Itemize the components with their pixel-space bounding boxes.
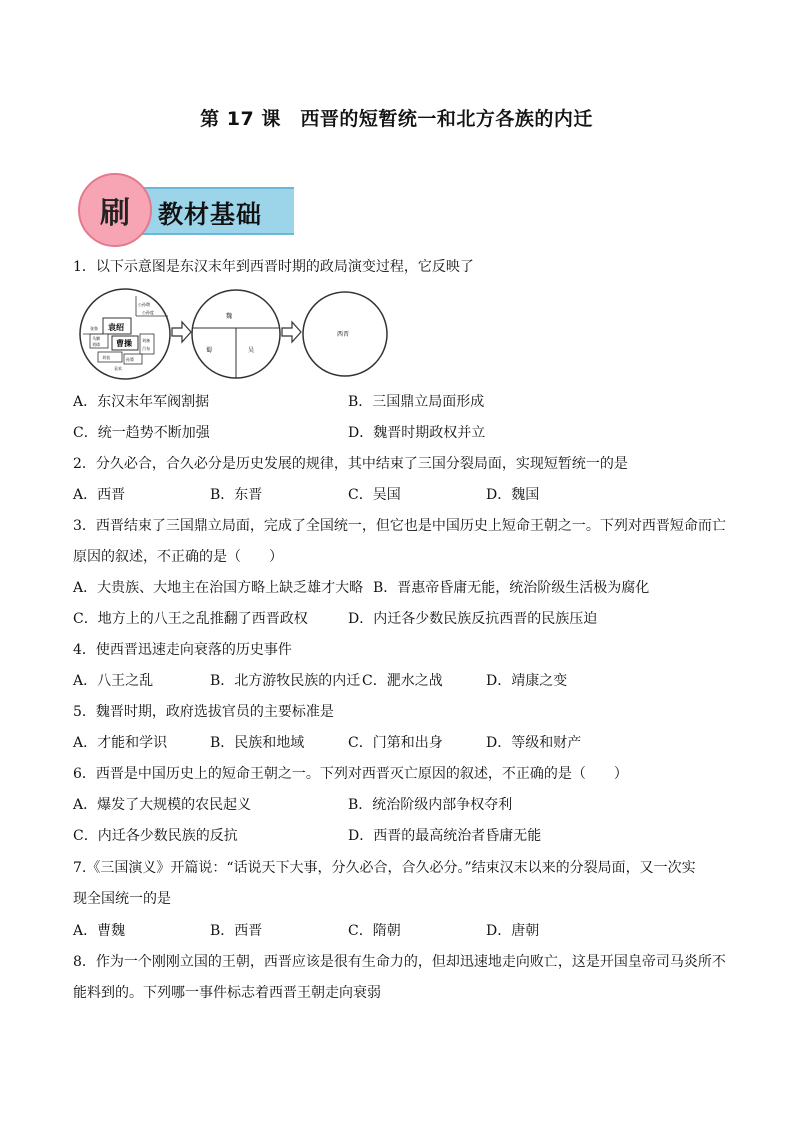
- banner-badge: 刷: [78, 173, 152, 247]
- svg-text:西晋: 西晋: [337, 331, 350, 338]
- svg-text:蜀: 蜀: [206, 347, 213, 354]
- svg-text:曹操: 曹操: [116, 339, 132, 348]
- svg-text:张鲁: 张鲁: [90, 326, 98, 331]
- svg-text:马腾: 马腾: [92, 336, 100, 341]
- page-title: 第 17 课 西晋的短暂统一和北方各族的内迁: [200, 108, 593, 130]
- q1-option-a: A．东汉末年军阀割据: [73, 394, 210, 410]
- q4-option-a: A．八王之乱: [73, 673, 154, 689]
- q2-option-d: D．魏国: [486, 487, 540, 503]
- q1-option-b: B．三国鼎立局面形成: [348, 394, 485, 410]
- svg-text:吕布: 吕布: [142, 346, 150, 351]
- q6-option-a: A．爆发了大规模的农民起义: [73, 797, 252, 813]
- q6-option-d: D．西晋的最高统治者昏庸无能: [348, 828, 542, 844]
- political-evolution-diagram: [78, 286, 388, 382]
- q4-option-b: B．北方游牧民族的内迁: [210, 673, 361, 689]
- q7-option-c: C．隋朝: [348, 923, 401, 939]
- q1-option-c: C．统一趋势不断加强: [73, 425, 210, 441]
- q3-option-c: C．地方上的八王之乱推翻了西晋政权: [73, 611, 308, 627]
- arrow-icon: [282, 322, 301, 342]
- question-3-stem: 原因的叙述，不正确的是（ ）: [73, 549, 283, 565]
- circle-three-kingdoms: [192, 290, 280, 378]
- svg-text:刘备: 刘备: [142, 338, 150, 343]
- svg-text:袁绍: 袁绍: [108, 323, 124, 332]
- svg-text:孙策: 孙策: [126, 357, 134, 362]
- q2-option-c: C．吴国: [348, 487, 401, 503]
- svg-text:刘璋: 刘璋: [92, 342, 100, 347]
- q4-option-d: D．靖康之变: [486, 673, 568, 689]
- q3-option-b: B．晋惠帝昏庸无能，统治阶级生活极为腐化: [373, 580, 650, 596]
- q4-option-c: C．淝水之战: [362, 673, 443, 689]
- banner-label: 教材基础: [158, 200, 263, 229]
- question-5-stem: 5．魏晋时期，政府选拔官员的主要标准是: [73, 704, 334, 720]
- q5-option-b: B．民族和地域: [210, 735, 305, 751]
- q5-option-c: C．门第和出身: [348, 735, 443, 751]
- arrow-icon: [172, 322, 191, 342]
- svg-text:袁术: 袁术: [114, 366, 122, 371]
- svg-text:吴: 吴: [248, 347, 255, 354]
- svg-text:魏: 魏: [226, 313, 233, 320]
- q7-option-d: D．唐朝: [486, 923, 540, 939]
- q1-option-d: D．魏晋时期政权并立: [348, 425, 486, 441]
- q7-option-b: B．西晋: [210, 923, 263, 939]
- question-4-stem: 4．使西晋迅速走向衰落的历史事件: [73, 642, 292, 658]
- question-2-stem: 2．分久必合，合久必分是历史发展的规律，其中结束了三国分裂局面，实现短暂统一的是: [73, 456, 628, 472]
- question-8-stem: 能料到的。下列哪一事件标志着西晋王朝走向衰弱: [73, 985, 381, 1001]
- question-3-stem: 3．西晋结束了三国鼎立局面，完成了全国统一，但它也是中国历史上短命王朝之一。下列对西晋短命而亡: [73, 518, 726, 534]
- q6-option-c: C．内迁各少数民族的反抗: [73, 828, 238, 844]
- svg-text:刘表: 刘表: [102, 355, 110, 360]
- q6-option-b: B．统治阶级内部争权夺利: [348, 797, 513, 813]
- q3-option-a: A．大贵族、大地主在治国方略上缺乏雄才大略: [73, 580, 364, 596]
- svg-text:公孙瓒: 公孙瓒: [138, 302, 150, 307]
- question-6-stem: 6．西晋是中国历史上的短命王朝之一。下列对西晋灭亡原因的叙述，不正确的是（ ）: [73, 766, 628, 782]
- circle-warlords: [80, 289, 170, 379]
- q2-option-b: B．东晋: [210, 487, 263, 503]
- question-8-stem: 8．作为一个刚刚立国的王朝，西晋应该是很有生命力的，但却迅速地走向败亡，这是开国皇帝司马炎所不: [73, 954, 726, 970]
- q7-option-a: A．曹魏: [73, 923, 126, 939]
- q5-option-d: D．等级和财产: [486, 735, 582, 751]
- circle-western-jin: [303, 292, 387, 376]
- svg-text:公孙度: 公孙度: [142, 310, 154, 315]
- question-7-stem: 现全国统一的是: [73, 891, 171, 907]
- q3-option-d: D．内迁各少数民族反抗西晋的民族压迫: [348, 611, 598, 627]
- question-7-stem: 7.《三国演义》开篇说：“话说天下大事，分久必合，合久必分。”结束汉末以来的分裂局面，又一次实: [73, 860, 696, 876]
- q5-option-a: A．才能和学识: [73, 735, 168, 751]
- q2-option-a: A．西晋: [73, 487, 126, 503]
- section-banner: [78, 181, 294, 235]
- question-1-stem: 1．以下示意图是东汉末年到西晋时期的政局演变过程，它反映了: [73, 259, 474, 275]
